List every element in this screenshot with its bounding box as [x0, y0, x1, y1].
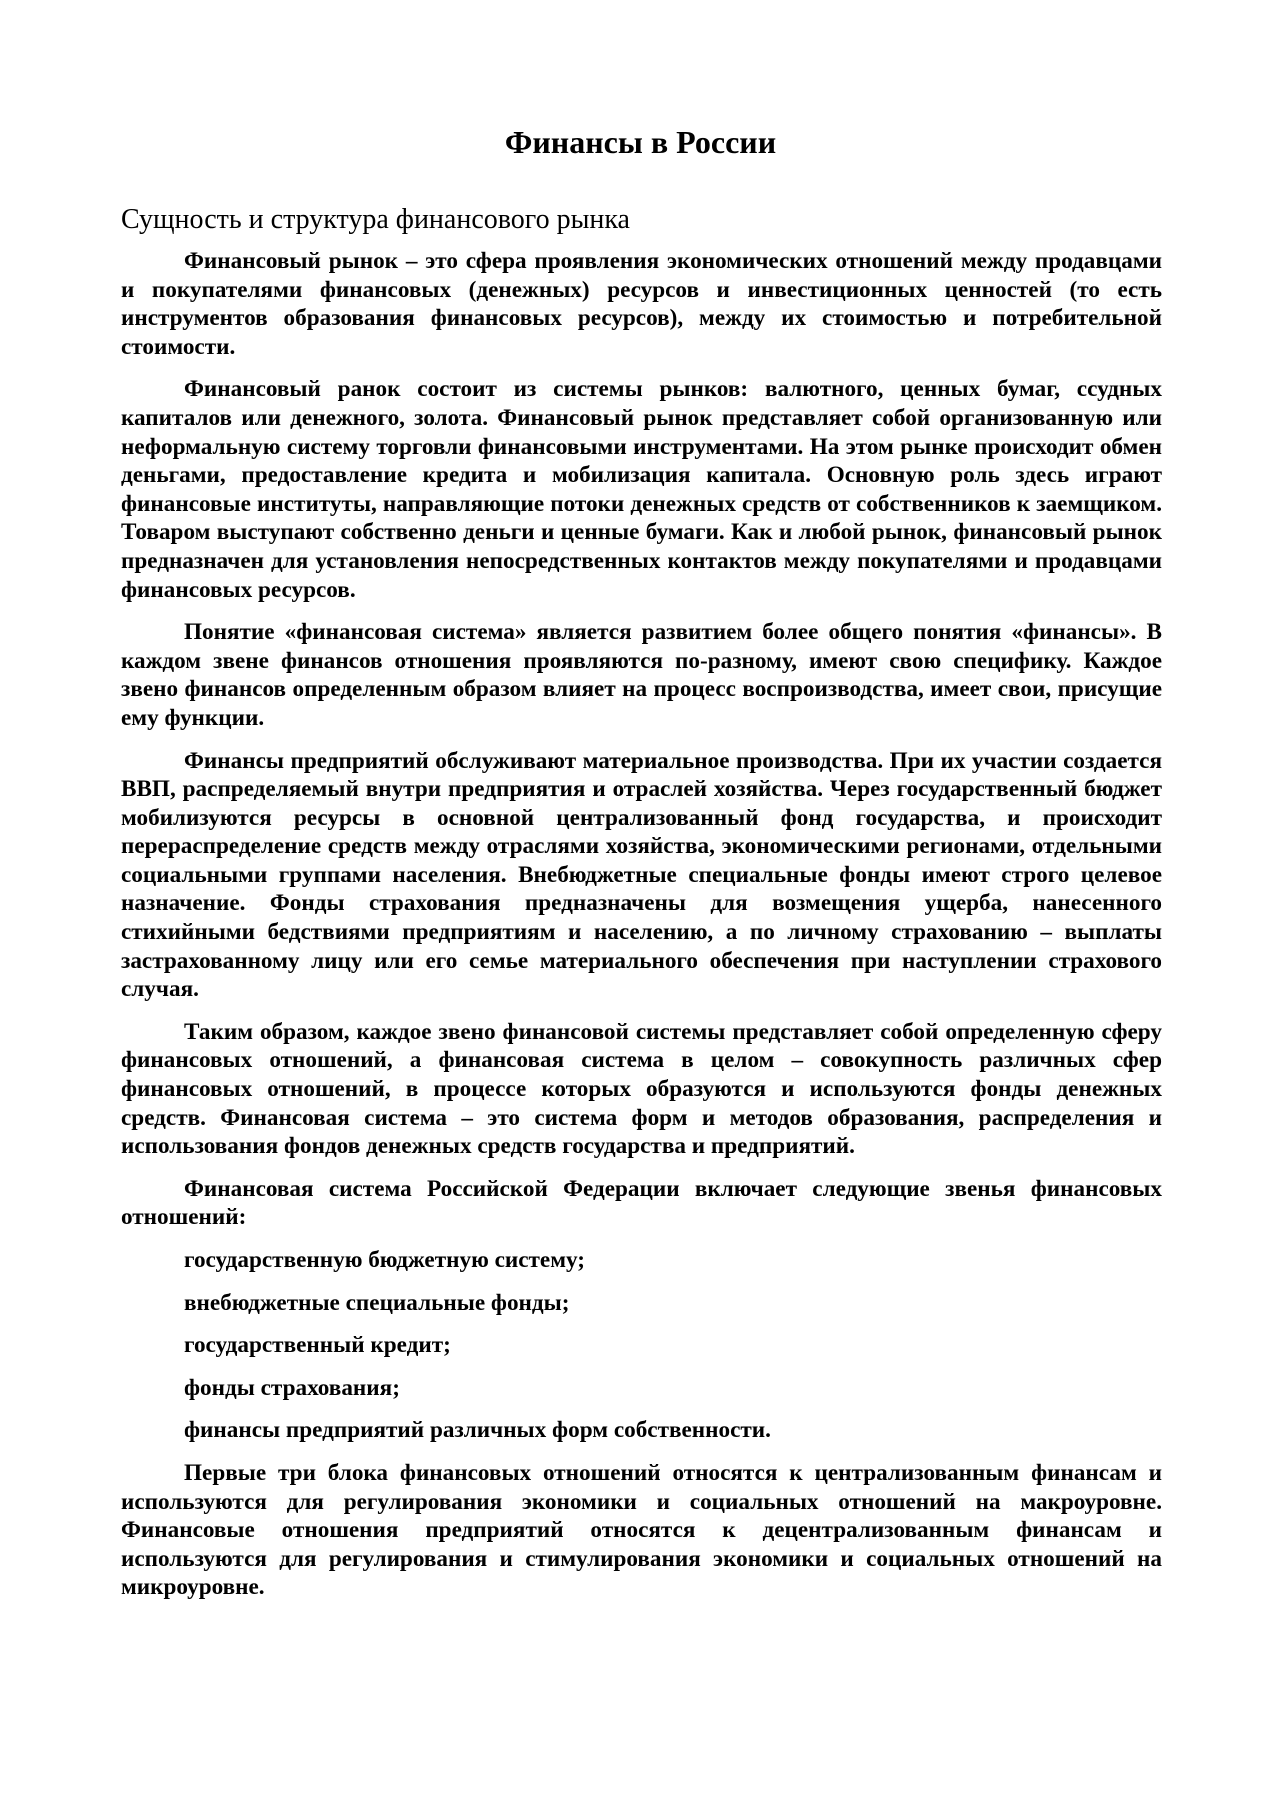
paragraph-centralized-decentralized: Первые три блока финансовых отношений относятся к централизованным финансам и используются для регулирования экономики и социальных отношений на макроуровне. Финансовые отношения предприятий относятся к децентрализованным финансам и используются для регулирования и стимулирования экономики и социальных отношений на микроуровне.: [121, 1459, 1162, 1601]
list-item: фонды страхования;: [184, 1374, 400, 1401]
section-heading: Сущность и структура финансового рынка: [121, 204, 630, 235]
paragraph-financial-market-definition: Финансовый рынок – это сфера проявления экономических отношений между продавцами и покупателями финансовых (денежных) ресурсов и инвестиционных ценностей (то есть инструментов образования финансовых ресурсов), между их стоимостью и потребительной стоимости.: [121, 248, 1162, 360]
paragraph-financial-system-concept: Понятие «финансовая система» является развитием более общего понятия «финансы». В каждом звене финансов отношения проявляются по-разному, имеют свою специфику. Каждое звено финансов определенным образом влияет на процесс воспроизводства, имеет свои, присущие ему функции.: [121, 619, 1162, 731]
list-item: внебюджетные специальные фонды;: [184, 1289, 570, 1316]
list-item: государственный кредит;: [184, 1332, 451, 1359]
list-item: государственную бюджетную систему;: [184, 1247, 586, 1273]
document-title: Финансы в России: [504, 124, 777, 160]
paragraph-financial-system-summary: Таким образом, каждое звено финансовой системы представляет собой определенную сферу финансовых отношений, а финансовая система в целом – совокупность различных сфер финансовых отношений, в процессе которых образуются и используются фонды денежных средств. Финансовая система – это система форм и методов образования, распределения и использования фондов денежных средств государства и предприятий.: [121, 1018, 1162, 1160]
list-item: финансы предприятий различных форм собственности.: [184, 1417, 771, 1444]
financial-system-links-list: [121, 1246, 1162, 1445]
paragraph-list-intro: Финансовая система Российской Федерации включает следующие звенья финансовых отношений:: [121, 1175, 1162, 1231]
paragraph-financial-market-structure: Финансовый ранок состоит из системы рынков: валютного, ценных бумаг, ссудных капиталов или денежного, золота. Финансовый рынок представляет собой организованную или неформальную систему торговли финансовыми инструментами. На этом рынке происходит обмен деньгами, предоставление кредита и мобилизация капитала. Основную роль здесь играют финансовые институты, направляющие потоки денежных средств от собственников к заемщиком. Товаром выступают собственно деньги и ценные бумаги. Как и любой рынок, финансовый рынок предназначен для установления непосредственных контактов между покупателями и продавцами финансовых ресурсов.: [121, 376, 1162, 603]
paragraph-enterprise-finance: Финансы предприятий обслуживают материальное производства. При их участии создается ВВП, распределяемый внутри предприятия и отраслей хозяйства. Через государственный бюджет мобилизуются ресурсы в основной централизованный фонд государства, и происходит перераспределение средств между отраслями хозяйства, экономическими регионами, отдельными социальными группами населения. Внебюджетные специальные фонды имеют строго целевое назначение. Фонды страхования предназначены для возмещения ущерба, нанесенного стихийными бедствиями предприятиям и населению, а по личному страхованию – выплаты застрахованному лицу или его семье материального обеспечения при наступлении страхового случая.: [121, 747, 1162, 1003]
document-body: [121, 247, 1162, 1616]
